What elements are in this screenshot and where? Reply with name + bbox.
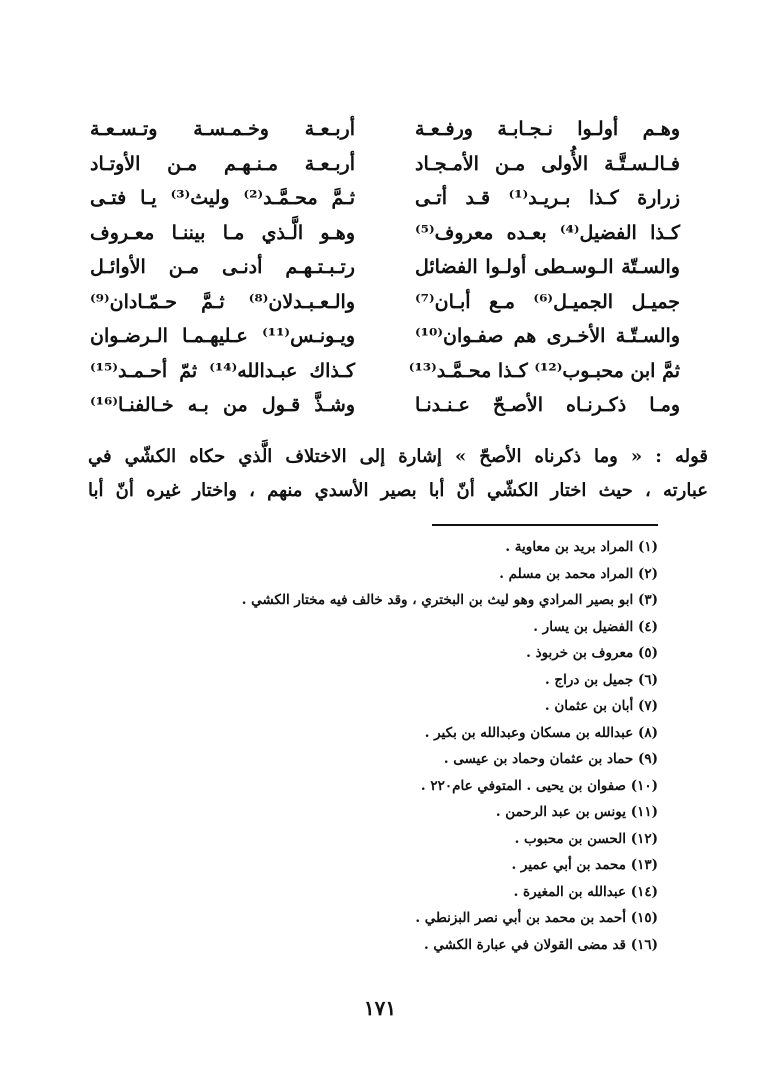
poem-block [90, 112, 680, 427]
verse-line: ويـونـس⁽¹¹⁾ عـليهـمـا الـرضـوان [90, 325, 355, 347]
footnote: (٩) حماد بن عثمان وحماد بن عيسى . [443, 751, 658, 767]
verse-line: ثمَّ ابن محبـوب⁽¹²⁾ كـذا محـمَّـد⁽¹³⁾ [408, 359, 680, 382]
footnote: (١٥) أحمد بن محمد بن أبي نصر البزنطي . [415, 910, 658, 926]
verse-line: ومـا ذكـرنـاه الأصـحّ عـنـدنـا [415, 394, 680, 416]
footnote: (١١) يونس بن عبد الرحمن . [495, 804, 658, 820]
verse-line: ثـمَّ محـمَّـد⁽²⁾ وليث⁽³⁾ يـا فتـى [90, 187, 355, 209]
footnote: (١) المراد بريد بن معاوية . [505, 539, 658, 555]
verse-line: والسـتّـة الأخـرى هم صفـوان⁽¹⁰⁾ [415, 325, 680, 347]
verse-line: جميـل الجميـل⁽⁶⁾ مـع أبـان⁽⁷⁾ [415, 290, 681, 313]
verse-line: وهـم أولـوا نـجـابـة ورفـعـة [415, 118, 680, 140]
poem-second-hemistich-column [90, 112, 355, 423]
verse-line: كـذا الفضيل⁽⁴⁾ بعـده معروف⁽⁵⁾ [415, 221, 680, 244]
footnotes-list [150, 534, 658, 958]
verse-line: أربـعـة مـنـهـم مـن الأوتـاد [90, 152, 355, 175]
footnote: (٣) ابو بصير المرادي وهو ليث بن البختري ، وقد خالف فيه مختار الكشي . [241, 592, 658, 608]
verse-line: وشـذَّ قـول من بـه خـالفنـا⁽¹⁶⁾ [90, 394, 355, 416]
footnote: (١٢) الحسن بن محبوب . [514, 830, 658, 847]
page-number: ١٧١ [363, 996, 397, 1020]
verse-line: رتـبـتـهـم أدنـى مـن الأوائـل [90, 256, 355, 278]
footnote: (١٠) صفوان بن يحيى . المتوفي عام٢٢٠ . [420, 777, 658, 794]
verse-line: والسـتّة الـوسـطى أولـوا الفضائل [415, 256, 680, 278]
verse-line: كـذاك عبـدالله⁽¹⁴⁾ ثمّ أحـمـد⁽¹⁵⁾ [90, 359, 355, 382]
footnote: (٤) الفضيل بن يسار . [533, 618, 658, 635]
verse-line: أربـعـة وخـمـسـة وتـسـعـة [90, 118, 355, 140]
commentary-paragraph [88, 440, 708, 508]
footnote-separator [432, 524, 658, 526]
poem-first-hemistich-column [408, 112, 681, 423]
commentary-line: عبارته ، حيث اختار الكشّي أنّ أبا بصير الأسدي منهم ، واختار غيره أنّ أبا [88, 480, 708, 501]
footnote: (١٤) عبدالله بن المغيرة . [513, 883, 658, 900]
footnote: (٧) أبان بن عثمان . [544, 698, 658, 714]
footnote: (٥) معروف بن خربوذ . [526, 645, 658, 661]
verse-line: وهـو الَّـذي مـا بيننـا معـروف [90, 221, 355, 244]
footnote: (١٦) قد مضى القولان في عبارة الكشي . [423, 936, 658, 953]
commentary-line: قوله : « وما ذكرناه الأصحّ » إشارة إلى الاختلاف الَّذي حكاه الكشّي في [88, 446, 708, 467]
verse-line: زرارة كـذا بـريـد⁽¹⁾ قـد أتـى [415, 187, 680, 209]
footnote: (٦) جميل بن دراج . [544, 671, 658, 688]
footnote: (٨) عبدالله بن مسكان وعبدالله بن بكير . [424, 724, 658, 741]
verse-line: والـعـبـدلان⁽⁸⁾ ثـمَّ حـمّـادان⁽⁹⁾ [90, 290, 355, 313]
footnote: (٢) المراد محمد بن مسلم . [499, 565, 658, 582]
verse-line: فـالـسـتَّـة الأُولى مـن الأمـجـاد [415, 152, 680, 175]
footnote: (١٣) محمد بن أبي عمير . [511, 857, 658, 873]
